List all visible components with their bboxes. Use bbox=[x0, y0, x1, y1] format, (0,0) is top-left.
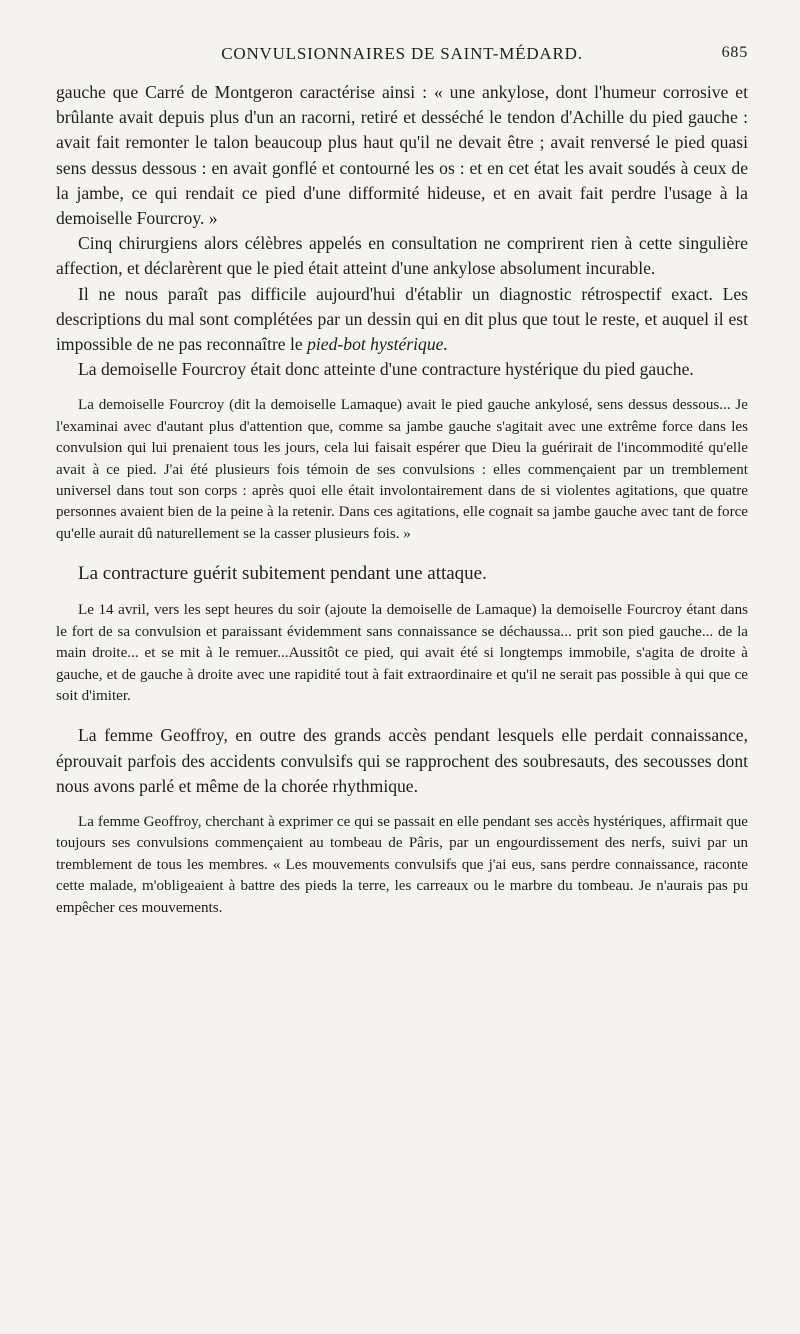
page-header bbox=[56, 44, 748, 72]
quote-april-14-cure: Le 14 avril, vers les sept heures du soir (ajoute la demoiselle de Lamaque) la demoiselle Fourcroy étant dans le fort de sa convulsion et paraissant évidemment sans connaissance se déchaussa... prit son pied gauche... de la main droite... et se mit à le remuer...Aussitôt ce pied, qui avait été si longtemps immobile, s'agita de droite à gauche, et de gauche à droite avec une rapidité tout à fait extraordinaire et qu'il ne serait pas possible à qui que ce soit d'imiter. bbox=[56, 602, 748, 704]
paragraph-femme-geoffroy: La femme Geoffroy, en outre des grands accès pendant lesquels elle perdait connaissance, éprouvait parfois des accidents convulsifs qui se rapprochent des soubresauts, des secousses dont nous avons parlé et même de la chorée rhythmique. bbox=[56, 725, 748, 796]
quote-geoffroy-convulsions: La femme Geoffroy, cherchant à exprimer ce qui se passait en elle pendant ses accès hystériques, affirmait que toujours ses convulsions commençaient au tombeau de Pâris, par un engourdissement des nerfs, suivi par un tremblement de tous les membres. « Les mouvements convulsifs que j'ai eus, sans perdre connaissance, raconte cette malade, m'obligeaient à battre des pieds la terre, les carreaux ou le marbre du tombeau. Je n'aurais pas pu empêcher ces mouvements. bbox=[56, 813, 748, 916]
paragraph-ankylosis-description: gauche que Carré de Montgeron caractérise ainsi : « une ankylose, dont l'humeur corrosive et brûlante avait depuis plus d'un an racorni, retiré et desséché le tendon d'Achille du pied gauche : avait fait remonter le talon beaucoup plus haut qu'il ne devait être ; avait renversé le pied quasi sens dessus dessous : en avait gonflé et contourné les os : et en cet état les avait soudés à ceux de la jambe, ce qui rendait ce pied d'une difformité hideuse, et en avait fait perdre l'usage à la demoiselle Fourcroy. » bbox=[56, 82, 748, 229]
paragraph-retrospective-diagnosis bbox=[56, 282, 748, 358]
section-statement-contracture-cured: La contracture guérit subitement pendant une attaque. bbox=[78, 563, 487, 585]
quote-lamaque-testimony: La demoiselle Fourcroy (dit la demoiselle Lamaque) avait le pied gauche ankylosé, sens dessus dessous... Je l'examinai avec d'autant plus d'attention que, comme sa jambe gauche s'agitait avec une extrême force dans les convulsion qui lui prenaient tous les jours, cela lui faisait espérer que Dieu la guérirait de l'incommodité qu'elle avait à ce pied. J'ai été plusieurs fois témoin de ses convulsions : elles commençaient par un tremblement universel dans tout son corps : après quoi elle était involontairement dans de si violentes agitations, que quatre personnes avaient bien de la peine à la retenir. Dans ces agitations, elle cognait sa jambe gauche avec tant de force qu'elle aurait dû naturellement se la casser plusieurs fois. » bbox=[56, 397, 748, 542]
paragraph-surgeons-consultation: Cinq chirurgiens alors célèbres appelés en consultation ne comprirent rien à cette singulière affection, et déclarèrent que le pied était atteint d'une ankylose absolument incurable. bbox=[56, 233, 748, 279]
paragraph-hysterical-contracture: La demoiselle Fourcroy était donc atteinte d'une contracture hystérique du pied gauche. bbox=[78, 359, 694, 380]
book-page bbox=[56, 44, 748, 1314]
page-number: 685 bbox=[721, 44, 748, 61]
paragraph-diagnosis-text: Il ne nous paraît pas difficile aujourd'hui d'établir un diagnostic rétrospectif exact. Les descriptions du mal sont complétées par un dessin qui en dit plus que tout le reste, et auquel il est impossible de ne pas reconnaître le bbox=[56, 283, 748, 355]
italic-term-pied-bot: pied-bot hystérique. bbox=[307, 334, 448, 355]
running-title: CONVULSIONNAIRES DE SAINT-MÉDARD. bbox=[221, 44, 583, 63]
